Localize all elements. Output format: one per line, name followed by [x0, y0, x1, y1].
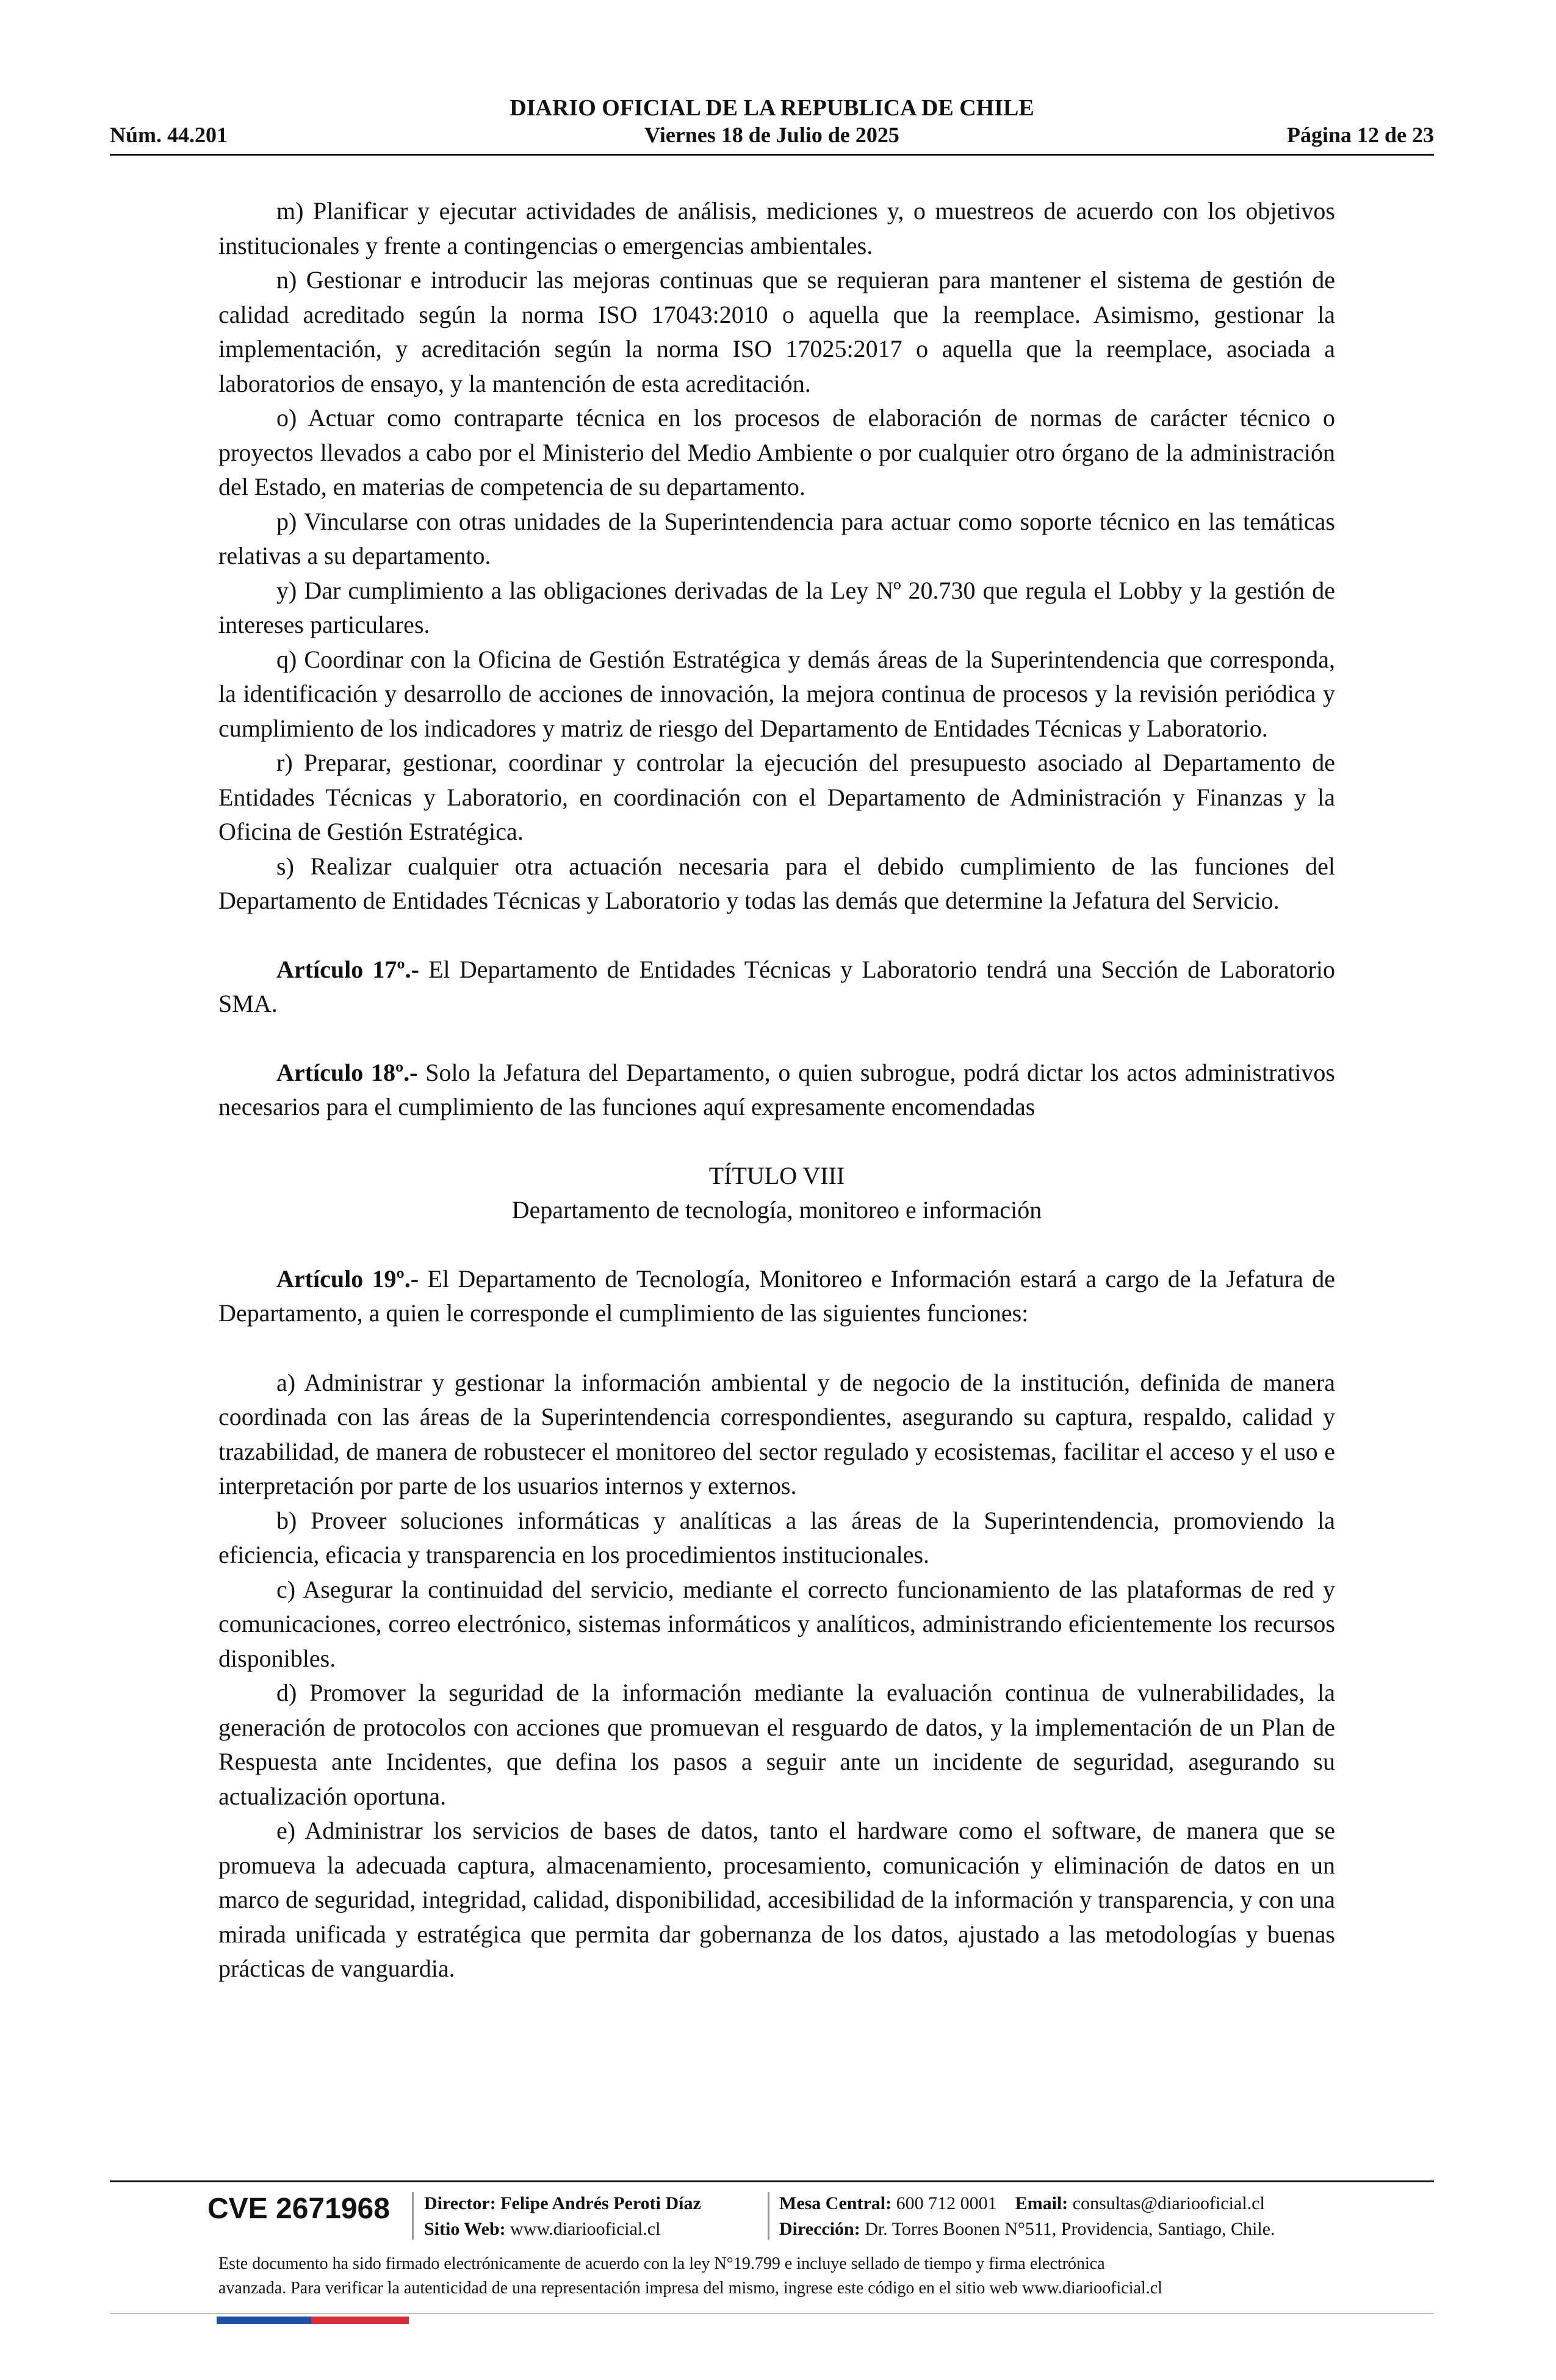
footer-bottom-divider	[110, 2313, 1434, 2314]
article-18-text: Solo la Jefatura del Departamento, o quien subrogue, podrá dictar los actos administrativos necesarios para el cumplimiento de las funciones aquí expresamente encomendadas	[218, 1058, 1335, 1120]
mesa-phone: 600 712 0001	[896, 2193, 997, 2213]
paragraph-r: r) Preparar, gestionar, coordinar y controlar la ejecución del presupuesto asociado al Departamento de Entidades Técnicas y Laboratorio, en coordinación con el Departamento de Administración y Finanzas y la Oficina de Gestión Estratégica.	[218, 749, 1335, 845]
cve-code: CVE 2671968	[207, 2193, 390, 2225]
paragraph-a: a) Administrar y gestionar la información ambiental y de negocio de la institución, definida de manera coordinada con las áreas de la Superintendencia correspondientes, asegurando su captura, respaldo, calidad y trazabilidad, de manera de robustecer el monitoreo del sector regulado y ecosistemas, facilitar el acceso y el uso e interpretación por parte de los usuarios internos y externos.	[218, 1368, 1335, 1499]
newspaper-title: DIARIO OFICIAL DE LA REPUBLICA DE CHILE	[510, 95, 1034, 121]
article-17-label: Artículo 17º.-	[276, 955, 419, 983]
page-header-row	[110, 122, 1434, 151]
article-19-label: Artículo 19º.-	[276, 1264, 419, 1293]
footer-director-block	[424, 2191, 701, 2242]
paragraph-y: y) Dar cumplimiento a las obligaciones derivadas de la Ley Nº 20.730 que regula el Lobby y la gestión de intereses particulares.	[218, 576, 1335, 638]
article-17	[218, 953, 1335, 1022]
address-label: Dirección:	[779, 2219, 860, 2239]
paragraph-p: p) Vincularse con otras unidades de la Superintendencia para actuar como soporte técnico en las temáticas relativas a su departamento.	[218, 507, 1335, 569]
page-number: Página 12 de 23	[1286, 123, 1434, 147]
paragraph-o: o) Actuar como contraparte técnica en los procesos de elaboración de normas de carácter técnico o proyectos llevados a cabo por el Ministerio del Medio Ambiente o por cualquier otro órgano de la administración del Estado, en materias de competencia de su departamento.	[218, 404, 1335, 500]
signature-notice-line2: avanzada. Para verificar la autenticidad de una representación impresa del mismo, ingrese este código en el sitio web www.diariooficial.cl	[218, 2279, 1162, 2298]
email-label: Email:	[1015, 2193, 1068, 2213]
mesa-label: Mesa Central:	[779, 2193, 892, 2213]
website-label: Sitio Web:	[424, 2219, 506, 2239]
header-divider	[110, 154, 1434, 156]
paragraph-c: c) Asegurar la continuidad del servicio, mediante el correcto funcionamiento de las plataformas de red y comunicaciones, correo electrónico, sistemas informáticos y analíticos, administrando eficientemente los recursos disponibles.	[218, 1575, 1335, 1672]
issue-date: Viernes 18 de Julio de 2025	[644, 123, 899, 147]
flag-bar-red	[311, 2317, 409, 2324]
article-17-text: El Departamento de Entidades Técnicas y Laboratorio tendrá una Sección de Laboratorio SMA.	[218, 955, 1335, 1017]
paragraph-e: e) Administrar los servicios de bases de datos, tanto el hardware como el software, de manera que se promueva la adecuada captura, almacenamiento, procesamiento, comunicación y eliminación de datos en un marco de seguridad, integridad, calidad, disponibilidad, accesibilidad de la información y transparencia, y con una mirada unificada y estratégica que permita dar gobernanza de los datos, ajustado a las metodologías y buenas prácticas de vanguardia.	[218, 1817, 1335, 1982]
director-name: Felipe Andrés Peroti Díaz	[500, 2193, 701, 2213]
footer-separator	[768, 2192, 769, 2240]
paragraph-n: n) Gestionar e introducir las mejoras continuas que se requieran para mantener el sistema de gestión de calidad acreditado según la norma ISO 17043:2010 o aquella que la reemplace. Asimismo, gestionar la implementación, y acreditación según la norma ISO 17025:2017 o aquella que la reemplace, asociada a laboratorios de ensayo, y la mantención de esta acreditación.	[218, 266, 1335, 397]
article-18-label: Artículo 18º.-	[276, 1058, 418, 1086]
signature-notice	[218, 2252, 1335, 2301]
footer-divider	[110, 2180, 1434, 2182]
paragraph-d: d) Promover la seguridad de la información mediante la evaluación continua de vulnerabilidades, la generación de protocolos con acciones que promuevan el resguardo de datos, y la implementación de un Plan de Respuesta ante Incidentes, que defina los pasos a seguir ante un incidente de seguridad, asegurando su actualización oportuna.	[218, 1679, 1335, 1810]
website-link[interactable]: www.diariooficial.cl	[510, 2219, 661, 2239]
article-19-text: El Departamento de Tecnología, Monitoreo e Información estará a cargo de la Jefatura de Departamento, a quien le corresponde el cumplimiento de las siguientes funciones:	[218, 1264, 1335, 1327]
title-viii-subtitle: Departamento de tecnología, monitoreo e información	[511, 1196, 1042, 1224]
document-body	[218, 194, 1335, 1986]
paragraph-b: b) Proveer soluciones informáticas y analíticas a las áreas de la Superintendencia, promoviendo la eficiencia, eficacia y transparencia en los procedimientos institucionales.	[218, 1506, 1335, 1568]
article-18	[218, 1056, 1335, 1125]
paragraph-m: m) Planificar y ejecutar actividades de análisis, mediciones y, o muestreos de acuerdo con los objetivos institucionales y frente a contingencias o emergencias ambientales.	[218, 197, 1335, 259]
issue-number: Núm. 44.201	[110, 123, 228, 147]
footer-contact-block	[779, 2191, 1275, 2242]
signature-notice-line1: Este documento ha sido firmado electrónicamente de acuerdo con la ley N°19.799 e incluye sellado de tiempo y firma electrónica	[218, 2254, 1105, 2273]
flag-bar-blue	[217, 2317, 311, 2324]
footer-separator	[412, 2192, 414, 2240]
title-viii: TÍTULO VIII	[708, 1161, 845, 1189]
paragraph-q: q) Coordinar con la Oficina de Gestión Estratégica y demás áreas de la Superintendencia que corresponda, la identificación y desarrollo de acciones de innovación, la mejora continua de procesos y la revisión periódica y cumplimiento de los indicadores y matriz de riesgo del Departamento de Entidades Técnicas y Laboratorio.	[218, 645, 1335, 742]
director-label: Director:	[424, 2193, 496, 2213]
email-link[interactable]: consultas@diariooficial.cl	[1072, 2193, 1265, 2213]
paragraph-s: s) Realizar cualquier otra actuación necesaria para el debido cumplimiento de las funciones del Departamento de Entidades Técnicas y Laboratorio y todas las demás que determine la Jefatura del Servicio.	[218, 852, 1335, 914]
address-text: Dr. Torres Boonen N°511, Providencia, Santiago, Chile.	[865, 2219, 1275, 2239]
article-19	[218, 1262, 1335, 1331]
